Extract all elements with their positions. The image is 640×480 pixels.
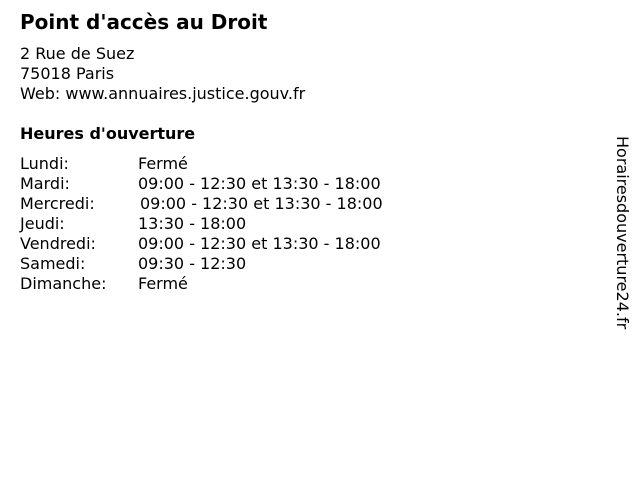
hours-row-dimanche bbox=[20, 274, 440, 294]
day-hours: 09:30 - 12:30 bbox=[138, 254, 247, 273]
day-label: Vendredi: bbox=[20, 234, 96, 253]
opening-hours-heading: Heures d'ouverture bbox=[20, 124, 196, 143]
opening-hours-table bbox=[20, 154, 440, 294]
hours-row-mercredi bbox=[20, 194, 440, 214]
day-hours: Fermé bbox=[138, 274, 188, 293]
day-hours: 09:00 - 12:30 et 13:30 - 18:00 bbox=[138, 234, 381, 253]
address-city: 75018 Paris bbox=[20, 64, 115, 83]
hours-row-jeudi bbox=[20, 214, 440, 234]
website-line: Web: www.annuaires.justice.gouv.fr bbox=[20, 84, 306, 103]
address-street: 2 Rue de Suez bbox=[20, 44, 135, 63]
hours-row-vendredi bbox=[20, 234, 440, 254]
day-label: Mardi: bbox=[20, 174, 70, 193]
hours-row-samedi bbox=[20, 254, 440, 274]
day-hours: 13:30 - 18:00 bbox=[138, 214, 247, 233]
hours-row-mardi bbox=[20, 174, 440, 194]
day-label: Samedi: bbox=[20, 254, 86, 273]
day-label: Dimanche: bbox=[20, 274, 107, 293]
address-block bbox=[20, 44, 305, 104]
place-title: Point d'accès au Droit bbox=[20, 10, 268, 34]
hours-row-lundi bbox=[20, 154, 440, 174]
day-hours: 09:00 - 12:30 et 13:30 - 18:00 bbox=[140, 194, 383, 213]
day-hours: 09:00 - 12:30 et 13:30 - 18:00 bbox=[138, 174, 381, 193]
day-hours: Fermé bbox=[138, 154, 188, 173]
day-label: Jeudi: bbox=[20, 214, 65, 233]
day-label: Lundi: bbox=[20, 154, 69, 173]
site-watermark: Horairesdouverture24.fr bbox=[613, 136, 632, 330]
day-label: Mercredi: bbox=[20, 194, 95, 213]
